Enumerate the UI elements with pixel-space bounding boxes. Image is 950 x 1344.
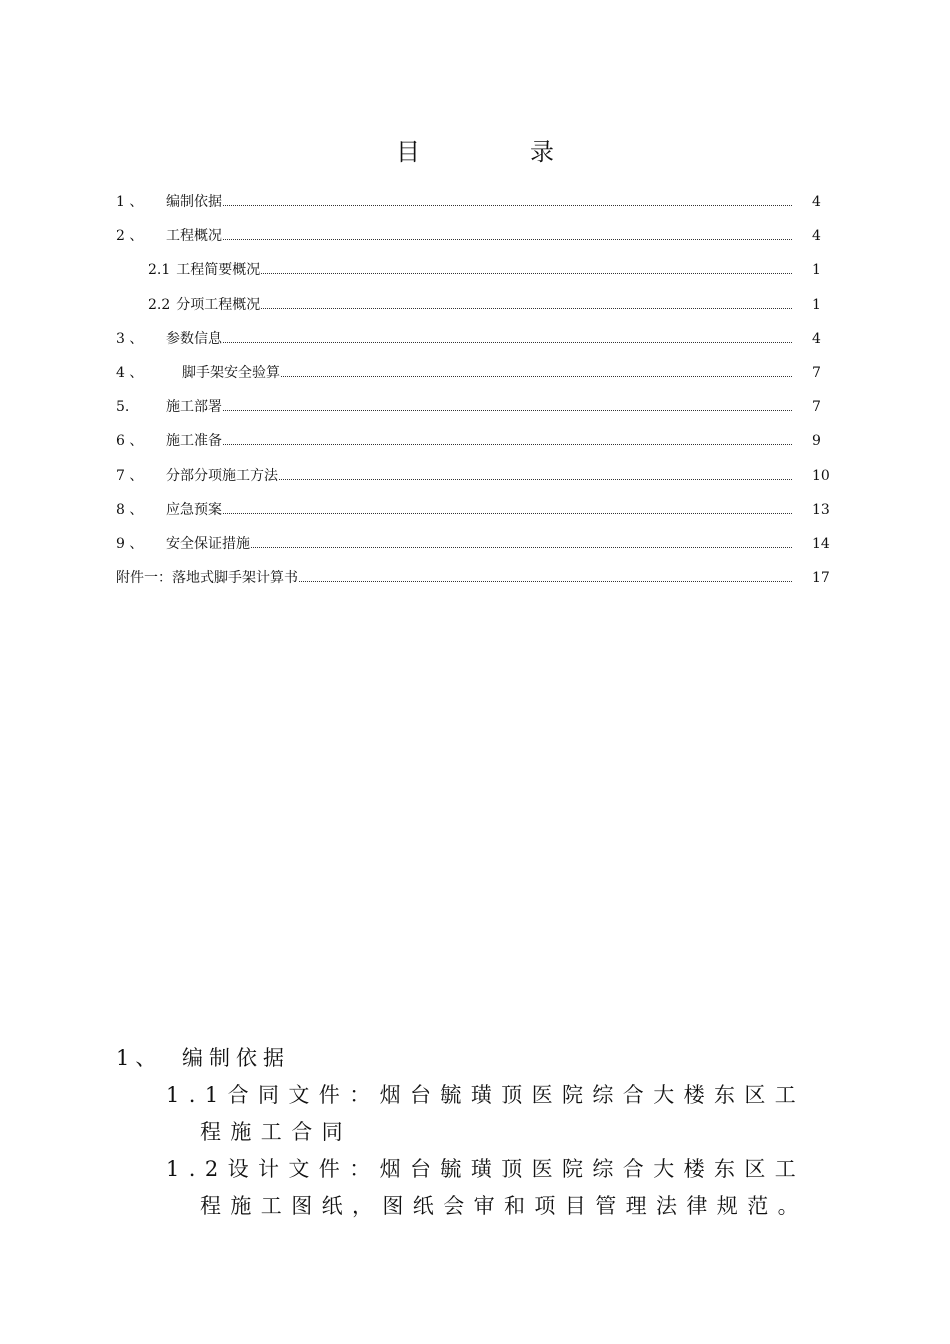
- section-compilation-basis: [116, 1040, 876, 1225]
- toc-entry-label: 编制依据: [166, 194, 222, 210]
- toc-entry[interactable]: [116, 359, 836, 393]
- toc-entry-number: 2.2: [148, 296, 171, 313]
- toc-entry-label: 分项工程概况: [176, 296, 261, 313]
- toc-entry-number: 8 、: [116, 501, 144, 518]
- toc-entry-label: 工程概况: [166, 228, 222, 245]
- toc-leader-dots: [281, 375, 792, 377]
- toc-leader-dots: [223, 409, 792, 411]
- toc-entry-number: 5.: [116, 399, 130, 416]
- toc-entry-page: 13: [812, 501, 830, 518]
- toc-entry[interactable]: [116, 325, 836, 359]
- toc-entry-page: 4: [812, 330, 821, 347]
- toc-entry-number: 3 、: [116, 330, 144, 347]
- toc-entry-page: 4: [812, 194, 821, 210]
- toc-entry-label: 附件一：落地式脚手架计算书: [116, 570, 298, 587]
- toc-entry-page: 9: [812, 433, 821, 450]
- toc-entry-label: 分部分项施工方法: [166, 467, 278, 484]
- toc-entry-page: 17: [812, 570, 830, 587]
- toc-entry-page: 10: [812, 467, 830, 484]
- toc-entry-label: 脚手架安全验算: [182, 364, 280, 381]
- toc-entry-number: 9 、: [116, 535, 144, 552]
- toc-leader-dots: [223, 238, 792, 240]
- toc-entry-page: 1: [812, 262, 821, 279]
- toc-entry[interactable]: [116, 530, 836, 564]
- toc-entry[interactable]: [116, 222, 836, 256]
- paragraph-contract-line2: 程施工合同: [200, 1120, 352, 1144]
- section-title: 编制依据: [182, 1046, 290, 1070]
- toc-entry-number: 1 、: [116, 194, 144, 210]
- toc-entry-label: 参数信息: [166, 330, 222, 347]
- paragraph-design-line2: 程施工图纸，图纸会审和项目管理法律规范。: [200, 1194, 808, 1218]
- section-number: 1、: [116, 1046, 163, 1070]
- toc-entry-number: 2 、: [116, 228, 144, 245]
- toc-title-left: 目: [396, 138, 420, 166]
- toc-entry[interactable]: [116, 188, 836, 222]
- toc-entry[interactable]: [116, 256, 836, 290]
- toc-entry[interactable]: [116, 427, 836, 461]
- toc-entry-label: 工程简要概况: [176, 262, 261, 279]
- toc-entry[interactable]: [116, 462, 836, 496]
- toc-leader-dots: [261, 307, 792, 309]
- toc-leader-dots: [251, 546, 792, 548]
- toc-title: [0, 132, 950, 167]
- toc-entry-number: 2.1: [148, 262, 171, 279]
- table-of-contents: [116, 188, 836, 598]
- toc-entry-number: 7 、: [116, 467, 144, 484]
- toc-leader-dots: [223, 512, 792, 514]
- toc-entry[interactable]: [116, 291, 836, 325]
- toc-title-right: 录: [530, 138, 554, 166]
- toc-entry-label: 施工部署: [166, 399, 222, 416]
- toc-entry-label: 施工准备: [166, 433, 222, 450]
- toc-leader-dots: [261, 272, 792, 274]
- toc-leader-dots: [223, 341, 792, 343]
- toc-entry[interactable]: [116, 496, 836, 530]
- toc-entry-number: 4 、: [116, 364, 144, 381]
- toc-entry-page: 7: [812, 364, 821, 381]
- toc-leader-dots: [279, 478, 792, 480]
- section-heading: [116, 1040, 876, 1077]
- paragraph-design-line1: 1.2设计文件：烟台毓璜顶医院综合大楼东区工: [166, 1157, 806, 1181]
- toc-leader-dots: [299, 580, 792, 582]
- paragraph-contract-line1: 1.1合同文件：烟台毓璜顶医院综合大楼东区工: [166, 1083, 806, 1107]
- toc-entry[interactable]: [116, 393, 836, 427]
- toc-leader-dots: [223, 204, 792, 206]
- toc-entry-page: 4: [812, 228, 821, 245]
- toc-entry-number: 6 、: [116, 433, 144, 450]
- toc-entry-label: 安全保证措施: [166, 535, 250, 552]
- toc-entry-page: 1: [812, 296, 821, 313]
- toc-leader-dots: [223, 443, 792, 445]
- toc-entry-label: 应急预案: [166, 501, 222, 518]
- toc-entry-appendix[interactable]: [116, 564, 836, 598]
- toc-entry-page: 7: [812, 399, 821, 416]
- toc-entry-page: 14: [812, 535, 830, 552]
